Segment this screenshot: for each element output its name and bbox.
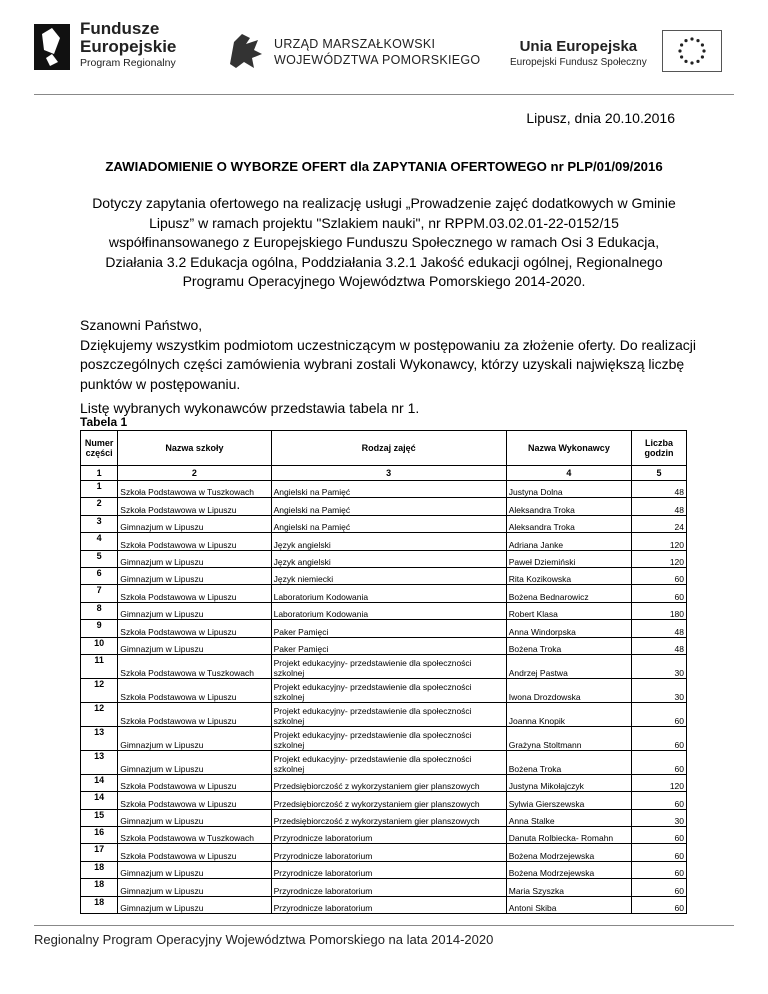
table-row [81,515,687,532]
school-name: Gimnazjum w Lipuszu [118,602,271,619]
table-body [81,481,687,914]
row-number: 18 [81,879,118,896]
row-number: 11 [81,654,118,678]
table-row [81,726,687,750]
table-row [81,620,687,637]
letter-body [80,316,700,394]
contractor-name: Antoni Skiba [506,896,631,913]
activity-name: Projekt edukacyjny- przedstawienie dla społeczności szkolnej [271,750,506,774]
column-number: 5 [632,466,687,481]
activity-name: Laboratorium Kodowania [271,602,506,619]
school-name: Szkoła Podstawowa w Lipuszu [118,498,271,515]
hours-value: 60 [632,792,687,809]
column-number: 2 [118,466,271,481]
activity-name: Paker Pamięci [271,620,506,637]
school-name: Gimnazjum w Lipuszu [118,515,271,532]
school-name: Szkoła Podstawowa w Lipuszu [118,620,271,637]
contractor-name: Justyna Mikołajczyk [506,774,631,791]
eu-flag-icon [662,30,722,72]
row-number: 14 [81,774,118,791]
hours-value: 60 [632,827,687,844]
school-name: Szkoła Podstawowa w Lipuszu [118,533,271,550]
table-row [81,481,687,498]
contractor-name: Adriana Janke [506,533,631,550]
contractor-name: Sylwia Gierszewska [506,792,631,809]
school-name: Gimnazjum w Lipuszu [118,726,271,750]
header-cell: Nazwa Wykonawcy [506,431,631,466]
contractor-name: Robert Klasa [506,602,631,619]
activity-name: Przyrodnicze laboratorium [271,827,506,844]
body-paragraph: Dziękujemy wszystkim podmiotom uczestniczącym w postępowaniu za złożenie oferty. Do realizacji poszczególnych części zamówienia wybrani zostali Wykonawcy, którzy uzyskali największą liczbę punktów w postępowaniu. [80,336,696,392]
griffin-emblem-icon [224,28,268,72]
table-row [81,827,687,844]
school-name: Gimnazjum w Lipuszu [118,637,271,654]
contractor-name: Justyna Dolna [506,481,631,498]
school-name: Gimnazjum w Lipuszu [118,861,271,878]
contractor-name: Bożena Modrzejewska [506,844,631,861]
list-intro: Listę wybranych wykonawców przedstawia tabela nr 1. [80,400,420,416]
table-row [81,750,687,774]
hours-value: 30 [632,654,687,678]
row-number: 4 [81,533,118,550]
header-divider [34,94,734,95]
contractor-name: Aleksandra Troka [506,498,631,515]
fundusze-europejskie-logo [34,14,74,74]
table-row [81,896,687,913]
contractors-table [80,430,687,914]
row-number: 10 [81,637,118,654]
column-number: 4 [506,466,631,481]
table-row [81,637,687,654]
contractor-name: Anna Stalke [506,809,631,826]
hours-value: 48 [632,498,687,515]
hours-value: 120 [632,774,687,791]
hours-value: 60 [632,702,687,726]
activity-name: Laboratorium Kodowania [271,585,506,602]
footer-text: Regionalny Program Operacyjny Województwa Pomorskiego na lata 2014-2020 [34,932,494,947]
contractor-name: Danuta Rolbiecka- Romahn [506,827,631,844]
row-number: 5 [81,550,118,567]
row-number: 14 [81,792,118,809]
school-name: Szkoła Podstawowa w Tuszkowach [118,481,271,498]
activity-name: Angielski na Pamięć [271,515,506,532]
activity-name: Przyrodnicze laboratorium [271,844,506,861]
contractor-name: Bożena Modrzejewska [506,861,631,878]
row-number: 6 [81,567,118,584]
school-name: Gimnazjum w Lipuszu [118,567,271,584]
row-number: 17 [81,844,118,861]
hours-value: 48 [632,481,687,498]
table-row [81,678,687,702]
school-name: Szkoła Podstawowa w Tuszkowach [118,827,271,844]
activity-name: Przyrodnicze laboratorium [271,861,506,878]
table-row [81,498,687,515]
hours-value: 60 [632,750,687,774]
table-row [81,602,687,619]
row-number: 18 [81,861,118,878]
header-cell: Numer części [81,431,118,466]
hours-value: 60 [632,585,687,602]
table-row [81,861,687,878]
contractor-name: Bożena Troka [506,637,631,654]
activity-name: Przedsiębiorczość z wykorzystaniem gier planszowych [271,809,506,826]
column-number: 3 [271,466,506,481]
school-name: Gimnazjum w Lipuszu [118,896,271,913]
activity-name: Paker Pamięci [271,637,506,654]
hours-value: 24 [632,515,687,532]
row-number: 9 [81,620,118,637]
school-name: Gimnazjum w Lipuszu [118,550,271,567]
greeting: Szanowni Państwo, [80,317,203,333]
document-title: ZAWIADOMIENIE O WYBORZE OFERT dla ZAPYTANIA OFERTOWEGO nr PLP/01/09/2016 [105,159,663,174]
document-date: Lipusz, dnia 20.10.2016 [526,110,675,126]
table-row [81,774,687,791]
row-number: 8 [81,602,118,619]
header-cell: Nazwa szkoły [118,431,271,466]
table-row [81,879,687,896]
header-cell: Rodzaj zajęć [271,431,506,466]
activity-name: Język angielski [271,550,506,567]
activity-name: Język niemiecki [271,567,506,584]
activity-name: Projekt edukacyjny- przedstawienie dla społeczności szkolnej [271,702,506,726]
activity-name: Przedsiębiorczość z wykorzystaniem gier planszowych [271,792,506,809]
row-number: 7 [81,585,118,602]
hours-value: 60 [632,726,687,750]
contractor-name: Paweł Dziemiński [506,550,631,567]
row-number: 16 [81,827,118,844]
row-number: 12 [81,702,118,726]
contractor-name: Iwona Drozdowska [506,678,631,702]
school-name: Szkoła Podstawowa w Lipuszu [118,844,271,861]
school-name: Gimnazjum w Lipuszu [118,750,271,774]
intro-paragraph: Dotyczy zapytania ofertowego na realizację usługi „Prowadzenie zajęć dodatkowych w Gminie Lipusz” w ramach projektu "Szlakiem nauki", nr RPPM.03.02.01-22-0152/15 współfinansowanego z Europejskiego Funduszu Społecznego w ramach Osi 3 Edukacja, Działania 3.2 Edukacja ogólna, Poddziałania 3.2.1 Jakość edukacji ogólnej, Regionalnego Programu Operacyjnego Województwa Pomorskiego 2014-2020. [92,195,676,289]
contractor-name: Bożena Troka [506,750,631,774]
table-row [81,585,687,602]
contractor-name: Aleksandra Troka [506,515,631,532]
row-number: 13 [81,726,118,750]
hours-value: 60 [632,844,687,861]
table-row [81,567,687,584]
activity-name: Przyrodnicze laboratorium [271,879,506,896]
contractor-name: Rita Kozikowska [506,567,631,584]
hours-value: 48 [632,637,687,654]
fe-logo-text: Fundusze Europejskie Program Regionalny [80,19,177,69]
unia-europejska-text: Unia Europejska Europejski Fundusz Społeczny [510,38,647,68]
activity-name: Przyrodnicze laboratorium [271,896,506,913]
activity-name: Angielski na Pamięć [271,498,506,515]
school-name: Szkoła Podstawowa w Lipuszu [118,792,271,809]
table-caption: Tabela 1 [80,415,128,429]
table-row [81,550,687,567]
contractor-name: Joanna Knopik [506,702,631,726]
letterhead [0,0,768,96]
urzad-marszalkowski-text: URZĄD MARSZAŁKOWSKI WOJEWÓDZTWA POMORSKIEGO [274,37,481,67]
row-number: 3 [81,515,118,532]
hours-value: 180 [632,602,687,619]
table-row [81,654,687,678]
footer-divider [34,925,734,926]
row-number: 1 [81,481,118,498]
hours-value: 120 [632,550,687,567]
hours-value: 30 [632,809,687,826]
contractor-name: Grażyna Stoltmann [506,726,631,750]
contractor-name: Bożena Bednarowicz [506,585,631,602]
activity-name: Przedsiębiorczość z wykorzystaniem gier planszowych [271,774,506,791]
hours-value: 60 [632,879,687,896]
table-row [81,809,687,826]
contractor-name: Anna Windorpska [506,620,631,637]
activity-name: Angielski na Pamięć [271,481,506,498]
activity-name: Projekt edukacyjny- przedstawienie dla społeczności szkolnej [271,726,506,750]
table-row [81,702,687,726]
table-row [81,844,687,861]
school-name: Szkoła Podstawowa w Lipuszu [118,585,271,602]
header-cell: Liczba godzin [632,431,687,466]
row-number: 15 [81,809,118,826]
school-name: Gimnazjum w Lipuszu [118,879,271,896]
school-name: Szkoła Podstawowa w Tuszkowach [118,654,271,678]
row-number: 2 [81,498,118,515]
contractor-name: Maria Szyszka [506,879,631,896]
table-row [81,533,687,550]
activity-name: Język angielski [271,533,506,550]
hours-value: 48 [632,620,687,637]
hours-value: 60 [632,896,687,913]
school-name: Szkoła Podstawowa w Lipuszu [118,678,271,702]
activity-name: Projekt edukacyjny- przedstawienie dla społeczności szkolnej [271,678,506,702]
contractor-name: Andrzej Pastwa [506,654,631,678]
school-name: Szkoła Podstawowa w Lipuszu [118,702,271,726]
row-number: 13 [81,750,118,774]
row-number: 12 [81,678,118,702]
table-row [81,792,687,809]
school-name: Gimnazjum w Lipuszu [118,809,271,826]
activity-name: Projekt edukacyjny- przedstawienie dla społeczności szkolnej [271,654,506,678]
row-number: 18 [81,896,118,913]
column-number: 1 [81,466,118,481]
hours-value: 60 [632,861,687,878]
hours-value: 60 [632,567,687,584]
school-name: Szkoła Podstawowa w Lipuszu [118,774,271,791]
hours-value: 120 [632,533,687,550]
hours-value: 30 [632,678,687,702]
